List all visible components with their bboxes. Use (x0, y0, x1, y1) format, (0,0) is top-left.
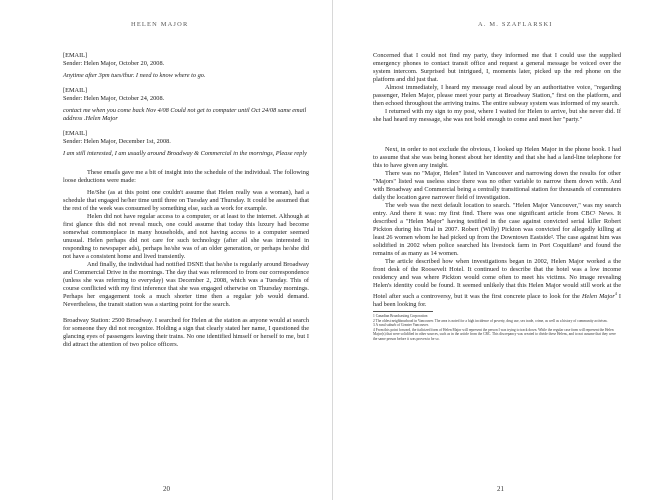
footnote: 1 Canadian Broadcasting Corporation (373, 314, 428, 319)
page-body (63, 52, 309, 349)
email-tag: [EMAIL] (63, 130, 88, 137)
email-entry (63, 52, 309, 80)
right-page (333, 0, 666, 500)
left-page (0, 0, 333, 500)
italic-name: Helen Major (581, 293, 615, 301)
email-body: I am still interested, I am usually around Broadway & Commercial in the mornings, Please reply (63, 150, 307, 157)
email-tag: [EMAIL] (63, 87, 88, 94)
paragraph: Concerned that I could not find my party, they informed me that I could use the supplied emergency phones to contact transit office and request a general message be voiced over the system intercom. Surprised but intrigued, I, moments later, picked up the red phone on the platform and did just that. (373, 52, 621, 83)
paragraph-text: The article described how when investigations began in 2002, Helen Major worked a the front desk of the Roosevelt Hotel. It continued to describe that the hotel was a low income residency and was where Pickton would come often to meet his victims. No image revealing Helen's identity could be found. It seemed unlikely that this Helen Major would still work at the Hotel after such a controversy, but it was the first concrete place to look for the (373, 258, 621, 301)
paragraph: I returned with my sign to my post, where I waited for Helen to arrive, but she never did. If she had heard my message, she was not bold enough to come and meet her "party." (373, 108, 621, 123)
paragraph: Almost immediately, I heard my message read aloud by an authoritative voice, "regarding passenger, Helen Major, please meet your party at Broadway Station," first on the platform, and then echoed throughout the arriving trains. The entire subway system was informed of my search. (373, 84, 621, 107)
running-header: HELEN MAJOR (131, 21, 189, 28)
paragraph: Helen did not have regular access to a computer, or at least to the internet. Although at first glance this did not reveal much, one could assume that today this luxury had become somewhat commonplace in many households, and not having access to a computer seemed unusual. Helen perhaps did not care for such technology (after all she was interested in responding to newspaper ads), perhaps he/she was of an older generation, or perhaps he/she did not have a consistent home and lived transiently. (63, 213, 309, 260)
email-sender: Sender: Helen Major, October 24, 2008. (63, 95, 165, 102)
page-number: 21 (497, 485, 504, 493)
footnote: 2 The oldest neighbourhood in Vancouver. The area is noted for a high incidence of poverty, drug use, sex trade, crime, as well as a history of community activism. (373, 318, 608, 323)
running-header: A. M. SZAFLARSKI (478, 21, 553, 28)
footnote: 3 A rural suburb of Greater Vancouver. (373, 323, 429, 328)
email-tag: [EMAIL] (63, 52, 88, 59)
email-body: contact me when you come back Nov 4/08 Could not get to computer until Oct 24/08 same email address .Helen Major (63, 107, 307, 122)
paragraph: And finally, the individual had notified DSNE that he/she is regularly around Broadway and Commercial Drive in the mornings. The day that was referenced to from our correspondence (unless she was referring to everyday) was December 2, 2008, which was a Tuesday. This of course conflicted with my first inference that she was engaged otherwise on Thursday mornings. Perhaps her engagement took a much shorter time then a regular job would demand. Nevertheless, the transit station was a starting point for the search. (63, 261, 309, 308)
paragraph: Next, in order to not exclude the obvious, I looked up Helen Major in the phone book. I had to assume that she was being honest about her identity and that she had a land-line telephone for this to have given any insight. (373, 146, 621, 169)
footnote-marker: 4 (614, 291, 617, 296)
paragraph: These emails gave me a bit of insight into the schedule of the individual. The following loose deductions were made: (63, 169, 309, 184)
email-entry (63, 87, 309, 123)
paragraph (373, 258, 621, 309)
footnote: 4 From this point forward, the italicized form of Helen Major will represent the person I was trying to track down. While the regular case form will represent the Helen Major(s) that were solidified in other sources, such as in the article from the CBC. This discrepancy was created to divide these Helens, and to not assume that they were the same person before it was proven to be so. (373, 327, 616, 341)
page-body (373, 52, 621, 341)
paragraph: He/She (as at this point one couldn't assume that Helen really was a woman), had a schedule that engaged he/her time until three on Tuesday and Thursday. It could be assumed that the rest of the week was consumed by something else, such as work for example. (63, 189, 309, 212)
email-sender: Sender: Helen Major, October 20, 2008. (63, 60, 165, 67)
footnote-divider (373, 311, 433, 312)
email-body: Anytime after 3pm tues/thur. I need to know where to go. (63, 72, 206, 79)
email-entry (63, 130, 309, 158)
paragraph: The web was the next default location to search. "Helen Major Vancouver," was my search entry. And there it was: my first find. There was one significant article from CBC¹ News. It described a "Helen Major" having testified in the case against convicted serial killer Robert Pickton during his Trial in 2007. Robert (Willy) Pickton was convicted for allegedly killing at least 26 women whom he had picked up from the Downtown Eastside². The case against him was solidified in 2002 when police searched his livestock farm in Port Coquitlam³ and found the remains of as many as 14 women. (373, 202, 621, 257)
email-sender: Sender: Helen Major, December 1st, 2008. (63, 138, 171, 145)
paragraph: There was no "Major, Helen" listed in Vancouver and narrowing down the results for other "Majors" listed was useless since there was no other variable to narrow them down with. And with Broadway and Commercial being a centrally transitional station for thousands of commuters daily the location gave narrower field of investigation. (373, 170, 621, 201)
paragraph-end: I had been looking for. (373, 293, 622, 309)
paragraph: Broadway Station: 2500 Broadway. I searched for Helen at the station as anyone would at search for someone they did not recognize. Holding a sign that clearly stated her name, I questioned the glancing eyes of passengers leaving their trains. No one identified himself or herself to me, but I did attract the attention of two police officers. (63, 317, 309, 348)
page-number: 20 (163, 485, 170, 493)
